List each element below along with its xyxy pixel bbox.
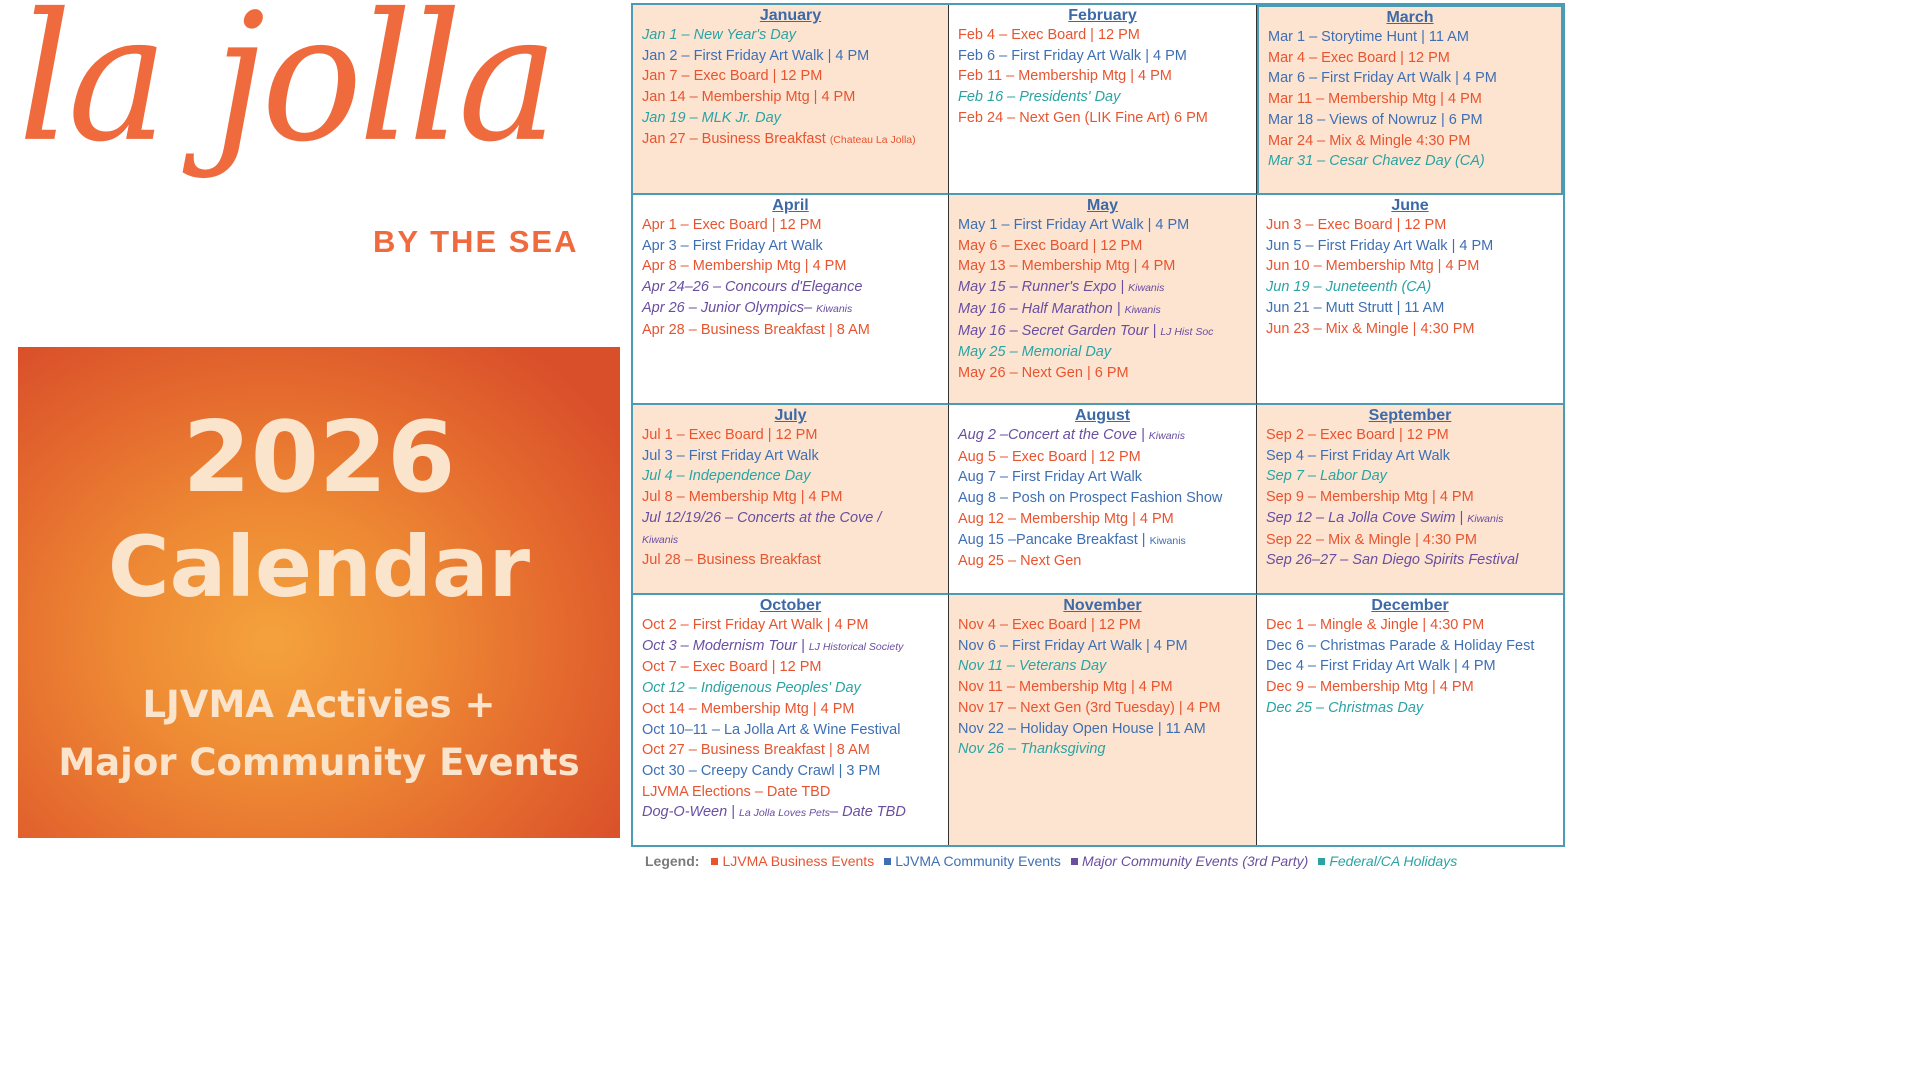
- event-text: Apr 26 – Junior Olympics–: [642, 299, 813, 316]
- event-text: May 16 – Secret Garden Tour |: [958, 322, 1157, 339]
- event-text: Dec 25 – Christmas Day: [1266, 699, 1424, 716]
- month-cell-january: [633, 5, 949, 195]
- event-text: Jul 4 – Independence Day: [642, 468, 811, 485]
- event-item: [958, 677, 1256, 698]
- event-item: [642, 782, 948, 803]
- event-item: [958, 488, 1256, 509]
- event-text: Aug 15 –Pancake Breakfast |: [958, 531, 1146, 548]
- event-item: [1266, 508, 1563, 530]
- month-cell-june: [1257, 195, 1563, 405]
- event-item: [958, 342, 1256, 363]
- event-text: Mar 31 – Cesar Chavez Day (CA): [1268, 153, 1485, 170]
- event-item: [1266, 298, 1563, 319]
- event-text: Aug 5 – Exec Board | 12 PM: [958, 448, 1141, 465]
- event-text: Dec 9 – Membership Mtg | 4 PM: [1266, 679, 1474, 696]
- event-text: Sep 12 – La Jolla Cove Swim |: [1266, 509, 1464, 526]
- event-item: [958, 363, 1256, 384]
- event-text: May 26 – Next Gen | 6 PM: [958, 364, 1129, 381]
- event-item: [1268, 48, 1561, 69]
- event-text: Aug 25 – Next Gen: [958, 553, 1082, 570]
- event-item: [1266, 677, 1563, 698]
- event-text: Aug 8 – Posh on Prospect Fashion Show: [958, 490, 1223, 507]
- event-item: [642, 66, 948, 87]
- event-text: Jan 19 – MLK Jr. Day: [642, 109, 781, 126]
- event-item: [1266, 236, 1563, 257]
- event-item: [1266, 487, 1563, 508]
- calendar-title-panel: [18, 347, 620, 838]
- event-text: Jun 21 – Mutt Strutt | 11 AM: [1266, 299, 1445, 316]
- event-item: [958, 321, 1256, 343]
- event-text: LJVMA Elections – Date TBD: [642, 783, 831, 800]
- event-item: [1266, 615, 1563, 636]
- event-text: Apr 8 – Membership Mtg | 4 PM: [642, 258, 847, 275]
- event-item: [642, 550, 948, 571]
- month-heading: April: [772, 197, 809, 214]
- event-item: [642, 678, 948, 699]
- event-text: Oct 3 – Modernism Tour |: [642, 637, 805, 654]
- event-text: Aug 2 –Concert at the Cove |: [958, 427, 1145, 443]
- legend-swatch-icon: [1071, 858, 1078, 865]
- legend-label: Major Community Events (3rd Party): [1081, 853, 1309, 869]
- event-text: Nov 26 – Thanksgiving: [958, 741, 1106, 758]
- calendar-title: Calendar: [107, 518, 531, 616]
- event-text: Oct 30 – Creepy Candy Crawl | 3 PM: [642, 762, 881, 779]
- event-item: [958, 87, 1256, 108]
- month-heading: November: [1063, 597, 1142, 614]
- event-item: [642, 108, 948, 129]
- event-item: [1266, 215, 1563, 236]
- event-item: [1266, 530, 1563, 551]
- event-text: Sep 2 – Exec Board | 12 PM: [1266, 427, 1449, 443]
- event-text: Jun 3 – Exec Board | 12 PM: [1266, 217, 1447, 233]
- logo-script-text: la jolla: [18, 0, 555, 181]
- event-text: Jul 12/19/26 – Concerts at the Cove /: [642, 509, 882, 526]
- event-text: May 1 – First Friday Art Walk | 4 PM: [958, 217, 1190, 233]
- event-text: Dog-O-Ween |: [642, 804, 735, 821]
- event-item: [642, 802, 948, 824]
- event-item: [958, 636, 1256, 657]
- event-text: Jan 14 – Membership Mtg | 4 PM: [642, 89, 856, 106]
- month-cell-september: [1257, 405, 1563, 595]
- event-item: [642, 529, 948, 551]
- event-item: [642, 508, 948, 529]
- event-text: Sep 9 – Membership Mtg | 4 PM: [1266, 489, 1474, 506]
- event-text: Sep 4 – First Friday Art Walk: [1266, 447, 1450, 464]
- month-heading: July: [774, 407, 807, 424]
- event-item: [642, 215, 948, 236]
- month-cell-august: [949, 405, 1257, 595]
- event-item: [642, 46, 948, 67]
- event-text: Oct 2 – First Friday Art Walk | 4 PM: [642, 617, 869, 633]
- event-item: [642, 298, 948, 320]
- month-heading: September: [1368, 407, 1452, 424]
- event-item: [958, 256, 1256, 277]
- event-organizer: (Chateau La Jolla): [829, 133, 916, 146]
- event-text: Jul 8 – Membership Mtg | 4 PM: [642, 489, 843, 506]
- event-item: [642, 425, 948, 446]
- month-heading: March: [1386, 9, 1434, 26]
- event-item: [1266, 550, 1563, 571]
- legend-title: Legend:: [645, 853, 700, 869]
- event-item: [1266, 277, 1563, 298]
- event-text: Feb 24 – Next Gen (LIK Fine Art) 6 PM: [958, 109, 1208, 126]
- event-organizer: La Jolla Loves Pets: [738, 807, 831, 820]
- event-item: [1266, 656, 1563, 677]
- event-item: [958, 615, 1256, 636]
- event-item: [642, 657, 948, 678]
- event-item: [958, 509, 1256, 530]
- event-item: [1268, 27, 1561, 48]
- event-text-suffix: – Date TBD: [830, 804, 906, 821]
- event-item: [958, 46, 1256, 67]
- event-item: [1268, 151, 1561, 172]
- event-item: [958, 299, 1256, 321]
- event-text: Jul 3 – First Friday Art Walk: [642, 447, 819, 464]
- event-item: [642, 615, 948, 636]
- event-item: [1268, 110, 1561, 131]
- event-text: Feb 4 – Exec Board | 12 PM: [958, 27, 1140, 43]
- event-item: [1266, 466, 1563, 487]
- event-text: Nov 22 – Holiday Open House | 11 AM: [958, 720, 1206, 737]
- month-cell-december: [1257, 595, 1563, 845]
- event-item: [1266, 698, 1563, 719]
- event-text: Dec 1 – Mingle & Jingle | 4:30 PM: [1266, 617, 1485, 633]
- event-item: [958, 277, 1256, 299]
- legend-label: LJVMA Community Events: [895, 853, 1061, 869]
- month-cell-february: [949, 5, 1257, 195]
- event-text: Oct 7 – Exec Board | 12 PM: [642, 659, 822, 676]
- event-item: [958, 719, 1256, 740]
- month-cell-october: [633, 595, 949, 845]
- month-cell-july: [633, 405, 949, 595]
- event-item: [642, 277, 948, 298]
- event-organizer: Kiwanis: [1124, 303, 1161, 316]
- legend-swatch-icon: [1318, 858, 1325, 865]
- event-text: Nov 4 – Exec Board | 12 PM: [958, 617, 1141, 633]
- event-text: Jul 28 – Business Breakfast: [642, 552, 821, 569]
- event-text: Mar 4 – Exec Board | 12 PM: [1268, 49, 1450, 66]
- event-organizer: Kiwanis: [642, 533, 679, 546]
- event-item: [1268, 89, 1561, 110]
- event-item: [958, 530, 1256, 552]
- calendar-subtitle-line-2: Major Community Events: [58, 741, 580, 784]
- event-text: Jun 10 – Membership Mtg | 4 PM: [1266, 258, 1480, 275]
- event-item: [642, 636, 948, 658]
- event-text: Dec 4 – First Friday Art Walk | 4 PM: [1266, 658, 1496, 675]
- calendar-subtitle-line-1: LJVMA Activies +: [142, 683, 496, 726]
- event-item: [642, 87, 948, 108]
- event-item: [642, 466, 948, 487]
- event-item: [958, 467, 1256, 488]
- legend-item: [1318, 853, 1457, 869]
- event-text: Jan 7 – Exec Board | 12 PM: [642, 68, 823, 85]
- event-organizer: Kiwanis: [1149, 534, 1186, 547]
- event-item: [642, 256, 948, 277]
- calendar-year: 2026: [182, 401, 456, 515]
- event-text: Feb 11 – Membership Mtg | 4 PM: [958, 68, 1172, 85]
- event-text: Oct 14 – Membership Mtg | 4 PM: [642, 700, 855, 717]
- event-text: May 25 – Memorial Day: [958, 344, 1112, 361]
- month-heading: June: [1391, 197, 1429, 214]
- event-text: May 16 – Half Marathon |: [958, 300, 1121, 317]
- event-text: Mar 6 – First Friday Art Walk | 4 PM: [1268, 70, 1497, 87]
- event-text: May 15 – Runner's Expo |: [958, 279, 1125, 296]
- event-text: Sep 26–27 – San Diego Spirits Festival: [1266, 552, 1519, 569]
- legend-label: LJVMA Business Events: [722, 853, 875, 869]
- event-text: Apr 24–26 – Concours d'Elegance: [642, 279, 863, 296]
- month-cell-november: [949, 595, 1257, 845]
- legend-swatch-icon: [711, 858, 718, 865]
- event-text: Sep 22 – Mix & Mingle | 4:30 PM: [1266, 531, 1477, 548]
- event-text: Apr 1 – Exec Board | 12 PM: [642, 217, 822, 233]
- event-text: Jul 1 – Exec Board | 12 PM: [642, 427, 818, 443]
- event-text: Apr 3 – First Friday Art Walk: [642, 237, 823, 254]
- event-text: Jun 19 – Juneteenth (CA): [1266, 279, 1432, 296]
- event-item: [642, 236, 948, 257]
- event-organizer: Kiwanis: [816, 302, 853, 315]
- event-organizer: Kiwanis: [1467, 512, 1504, 525]
- event-text: Nov 17 – Next Gen (3rd Tuesday) | 4 PM: [958, 699, 1221, 716]
- event-item: [1266, 319, 1563, 340]
- event-item: [1266, 636, 1563, 657]
- event-text: Sep 7 – Labor Day: [1266, 468, 1387, 485]
- event-organizer: LJ Historical Society: [808, 640, 904, 653]
- event-organizer: Kiwanis: [1128, 282, 1165, 295]
- event-text: Mar 1 – Storytime Hunt | 11 AM: [1268, 29, 1469, 45]
- month-grid: [631, 3, 1565, 847]
- event-item: [642, 446, 948, 467]
- event-item: [642, 25, 948, 46]
- event-item: [642, 761, 948, 782]
- event-item: [958, 698, 1256, 719]
- month-cell-march: [1257, 5, 1563, 195]
- event-text: May 13 – Membership Mtg | 4 PM: [958, 258, 1176, 275]
- event-text: Nov 11 – Membership Mtg | 4 PM: [958, 679, 1173, 696]
- event-text: Mar 18 – Views of Nowruz | 6 PM: [1268, 111, 1483, 128]
- legend-swatch-icon: [884, 858, 891, 865]
- event-item: [642, 129, 948, 151]
- event-text: Jun 23 – Mix & Mingle | 4:30 PM: [1266, 320, 1475, 337]
- legend-item: [884, 853, 1061, 869]
- event-item: [1268, 131, 1561, 152]
- event-item: [642, 487, 948, 508]
- event-item: [642, 699, 948, 720]
- month-heading: October: [759, 597, 822, 614]
- event-item: [958, 739, 1256, 760]
- event-item: [958, 25, 1256, 46]
- logo-tagline: BY THE SEA: [373, 224, 579, 259]
- event-organizer: LJ Hist Soc: [1160, 325, 1214, 338]
- event-text: Jan 1 – New Year's Day: [642, 27, 797, 43]
- legend: [645, 851, 1457, 871]
- event-text: Dec 6 – Christmas Parade & Holiday Fest: [1266, 637, 1535, 654]
- event-item: [1266, 446, 1563, 467]
- event-text: May 6 – Exec Board | 12 PM: [958, 237, 1143, 254]
- event-item: [642, 320, 948, 341]
- month-heading: January: [759, 7, 822, 24]
- event-text: Jan 2 – First Friday Art Walk | 4 PM: [642, 47, 870, 64]
- event-item: [958, 108, 1256, 129]
- month-heading: December: [1371, 597, 1449, 614]
- legend-item: [1071, 853, 1308, 869]
- event-organizer: Kiwanis: [1148, 430, 1185, 442]
- event-text: Aug 12 – Membership Mtg | 4 PM: [958, 510, 1174, 527]
- event-text: Mar 11 – Membership Mtg | 4 PM: [1268, 91, 1482, 108]
- legend-label: Federal/CA Holidays: [1329, 853, 1458, 869]
- event-text: Oct 27 – Business Breakfast | 8 AM: [642, 742, 870, 759]
- event-item: [958, 551, 1256, 572]
- event-item: [958, 66, 1256, 87]
- event-text: Apr 28 – Business Breakfast | 8 AM: [642, 321, 870, 338]
- event-item: [1268, 68, 1561, 89]
- event-item: [958, 447, 1256, 468]
- legend-item: [711, 853, 874, 869]
- month-heading: February: [1068, 7, 1137, 24]
- la-jolla-logo: [0, 0, 620, 330]
- event-item: [642, 740, 948, 761]
- month-cell-may: [949, 195, 1257, 405]
- event-text: Oct 12 – Indigenous Peoples' Day: [642, 680, 861, 697]
- event-item: [1266, 425, 1563, 446]
- event-text: Jan 27 – Business Breakfast: [642, 130, 826, 147]
- event-text: Oct 10–11 – La Jolla Art & Wine Festival: [642, 721, 901, 738]
- event-text: Nov 6 – First Friday Art Walk | 4 PM: [958, 637, 1188, 654]
- event-text: Feb 16 – Presidents' Day: [958, 89, 1121, 106]
- event-text: Feb 6 – First Friday Art Walk | 4 PM: [958, 47, 1187, 64]
- event-item: [958, 656, 1256, 677]
- event-text: Nov 11 – Veterans Day: [958, 658, 1107, 675]
- event-text: Jun 5 – First Friday Art Walk | 4 PM: [1266, 237, 1494, 254]
- event-text: Mar 24 – Mix & Mingle 4:30 PM: [1268, 132, 1471, 149]
- event-item: [958, 215, 1256, 236]
- event-item: [1266, 256, 1563, 277]
- event-item: [958, 236, 1256, 257]
- event-text: Aug 7 – First Friday Art Walk: [958, 469, 1142, 486]
- month-heading: May: [1086, 197, 1119, 214]
- month-heading: August: [1074, 407, 1131, 424]
- event-item: [958, 425, 1256, 447]
- event-item: [642, 720, 948, 741]
- month-cell-april: [633, 195, 949, 405]
